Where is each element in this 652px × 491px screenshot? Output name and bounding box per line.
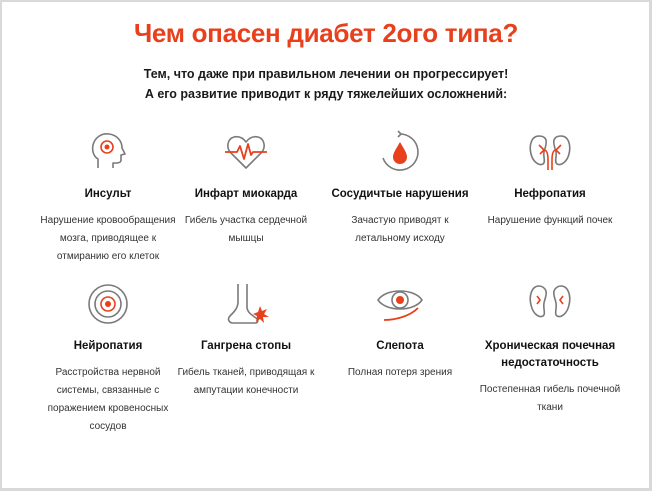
blood-drop-icon: [376, 128, 424, 176]
page-title: Чем опасен диабет 2ого типа?: [133, 18, 519, 48]
item-name: Гангрена стопы: [200, 340, 292, 352]
item-kidney-failure: [475, 280, 625, 417]
subtitle-line-2: А его развитие приводит к ряду тяжелейших осложнений:: [144, 87, 508, 101]
nerve-target-icon: [84, 280, 132, 328]
item-name: Хроническая почечная недостаточность: [484, 340, 616, 369]
item-desc: Зачастую приводят к летальному исходу: [351, 215, 449, 244]
item-desc: Гибель участка сердечной мышцы: [184, 215, 308, 244]
item-desc: Гибель тканей, приводящая к ампутации конечности: [177, 367, 315, 396]
item-heart-attack: [171, 128, 321, 248]
kidneys-failure-icon: [526, 280, 574, 328]
item-vascular: [325, 128, 475, 248]
item-desc: Полная потеря зрения: [347, 367, 453, 378]
heart-pulse-icon: [222, 128, 270, 176]
item-neuropathy: [33, 280, 183, 436]
item-desc: Нарушение функций почек: [487, 215, 613, 226]
item-desc: Нарушение кровообращения мозга, приводящее к отмиранию его клеток: [40, 215, 176, 262]
subtitle-line-1: Тем, что даже при правильном лечении он прогрессирует!: [143, 67, 509, 81]
item-desc: Расстройства нервной системы, связанные с поражением кровеносных сосудов: [47, 367, 169, 432]
eye-icon: [376, 280, 424, 328]
kidneys-icon: [526, 128, 574, 176]
item-name: Сосудичтые нарушения: [331, 188, 469, 200]
foot-icon: [222, 280, 270, 328]
item-blindness: [325, 280, 475, 382]
item-stroke: [33, 128, 183, 266]
item-name: Нефропатия: [514, 188, 586, 200]
page-subtitle: [0, 64, 652, 104]
frame-top: [0, 0, 652, 2]
item-gangrene: [171, 280, 321, 400]
item-name: Инфарт миокарда: [194, 188, 298, 200]
item-nephropathy: [475, 128, 625, 230]
head-brain-icon: [84, 128, 132, 176]
item-name: Нейропатия: [73, 340, 143, 352]
item-name: Инсульт: [84, 188, 132, 200]
item-name: Слепота: [376, 340, 424, 352]
item-desc: Постепенная гибель почечной ткани: [479, 384, 621, 413]
